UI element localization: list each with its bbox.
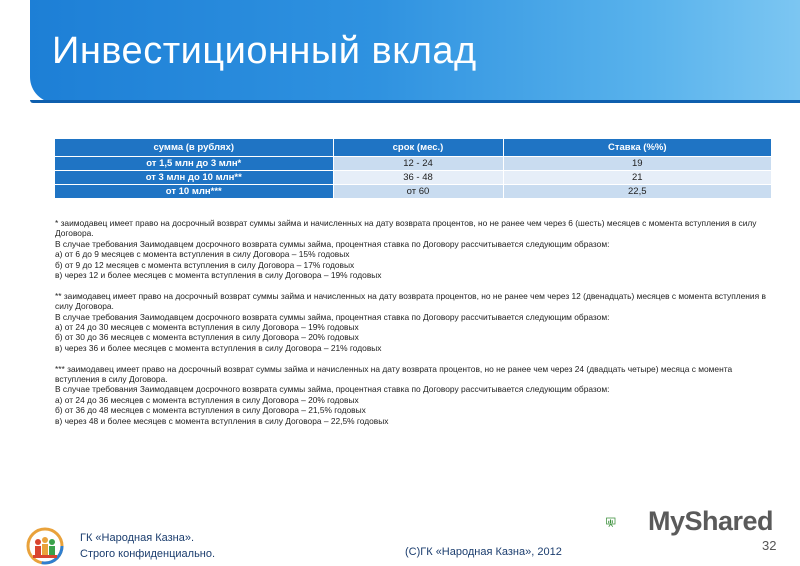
note-1-intro: * заимодавец имеет право на досрочный возврат суммы займа и начисленных на дату возврата процентов, но не ранее чем через 6 (шесть) месяцев с момента вступления в силу Договора. — [55, 218, 757, 239]
page-number: 32 — [762, 538, 777, 553]
spacer — [55, 280, 775, 290]
note-2-item-b: б) от 30 до 36 месяцев с момента вступления в силу Договора – 20% годовых — [55, 332, 359, 343]
row-amount: от 1,5 млн до 3 млн* — [55, 156, 333, 170]
note-3-case: В случае требования Заимодавцем досрочного возврата суммы займа, процентная ставка по Договору рассчитывается следующим образом: — [55, 384, 610, 395]
row-amount: от 3 млн до 10 млн** — [55, 170, 333, 184]
note-2-item-c: в) через 36 и более месяцев с момента вступления в силу Договора – 21% годовых — [55, 342, 382, 353]
note-1-item-c: в) через 12 и более месяцев с момента вступления в силу Договора – 19% годовых — [55, 270, 382, 281]
company-logo — [22, 527, 68, 565]
header-amount: сумма (в рублях) — [55, 139, 333, 156]
note-3-item-a: а) от 24 до 36 месяцев с момента вступления в силу Договора – 20% годовых — [55, 394, 359, 405]
row-rate: 21 — [503, 170, 772, 184]
row-rate: 22,5 — [503, 184, 772, 198]
header-rate: Ставка (%%) — [503, 139, 772, 156]
note-3-intro: *** заимодавец имеет право на досрочный возврат суммы займа и начисленных на дату возврата процентов, но не ранее чем через 24 (двадцать четыре) месяца с момента вступления в силу Договора. — [55, 363, 733, 385]
note-1-case: В случае требования Заимодавцем досрочного возврата суммы займа, процентная ставка по Договору рассчитывается следующим образом: — [55, 238, 610, 249]
footer-company: ГК «Народная Казна». — [80, 532, 195, 544]
row-term: 36 - 48 — [333, 170, 503, 184]
note-2-intro: ** заимодавец имеет право на досрочный возврат суммы займа и начисленных на дату возврата процентов, но не ранее чем через 12 (двенадцать) месяцев с момента вступления в силу Договора. — [55, 290, 766, 312]
rates-table — [55, 139, 772, 198]
table-header-row — [55, 139, 772, 156]
myshared-watermark: MyShared — [648, 506, 774, 536]
note-1-item-a: а) от 6 до 9 месяцев с момента вступления в силу Договора – 15% годовых — [55, 249, 350, 260]
footer-confidential: Строго конфиденциально. — [80, 548, 216, 560]
row-rate: 19 — [503, 156, 772, 170]
spacer — [55, 353, 775, 363]
note-1-item-b: б) от 9 до 12 месяцев с момента вступления в силу Договора – 17% годовых — [55, 259, 355, 270]
table-row — [55, 184, 772, 198]
footnotes — [55, 218, 775, 426]
slide-title: Инвестиционный вклад — [52, 30, 477, 72]
row-amount: от 10 млн*** — [55, 184, 333, 198]
row-term: 12 - 24 — [333, 156, 503, 170]
footer-copyright: (С)ГК «Народная Казна», 2012 — [405, 546, 562, 558]
presentation-board-icon — [606, 501, 646, 543]
note-3-item-b: б) от 36 до 48 месяцев с момента вступления в силу Договора – 21,5% годовых — [55, 405, 366, 416]
row-term: от 60 — [333, 184, 503, 198]
header-term: срок (мес.) — [333, 139, 503, 156]
note-2-item-a: а) от 24 до 30 месяцев с момента вступления в силу Договора – 19% годовых — [55, 322, 359, 333]
note-3-item-c: в) через 48 и более месяцев с момента вступления в силу Договора – 22,5% годовых — [55, 415, 389, 426]
table-row — [55, 156, 772, 170]
table-row — [55, 170, 772, 184]
note-2-case: В случае требования Заимодавцем досрочного возврата суммы займа, процентная ставка по Договору рассчитывается следующим образом: — [55, 311, 610, 322]
